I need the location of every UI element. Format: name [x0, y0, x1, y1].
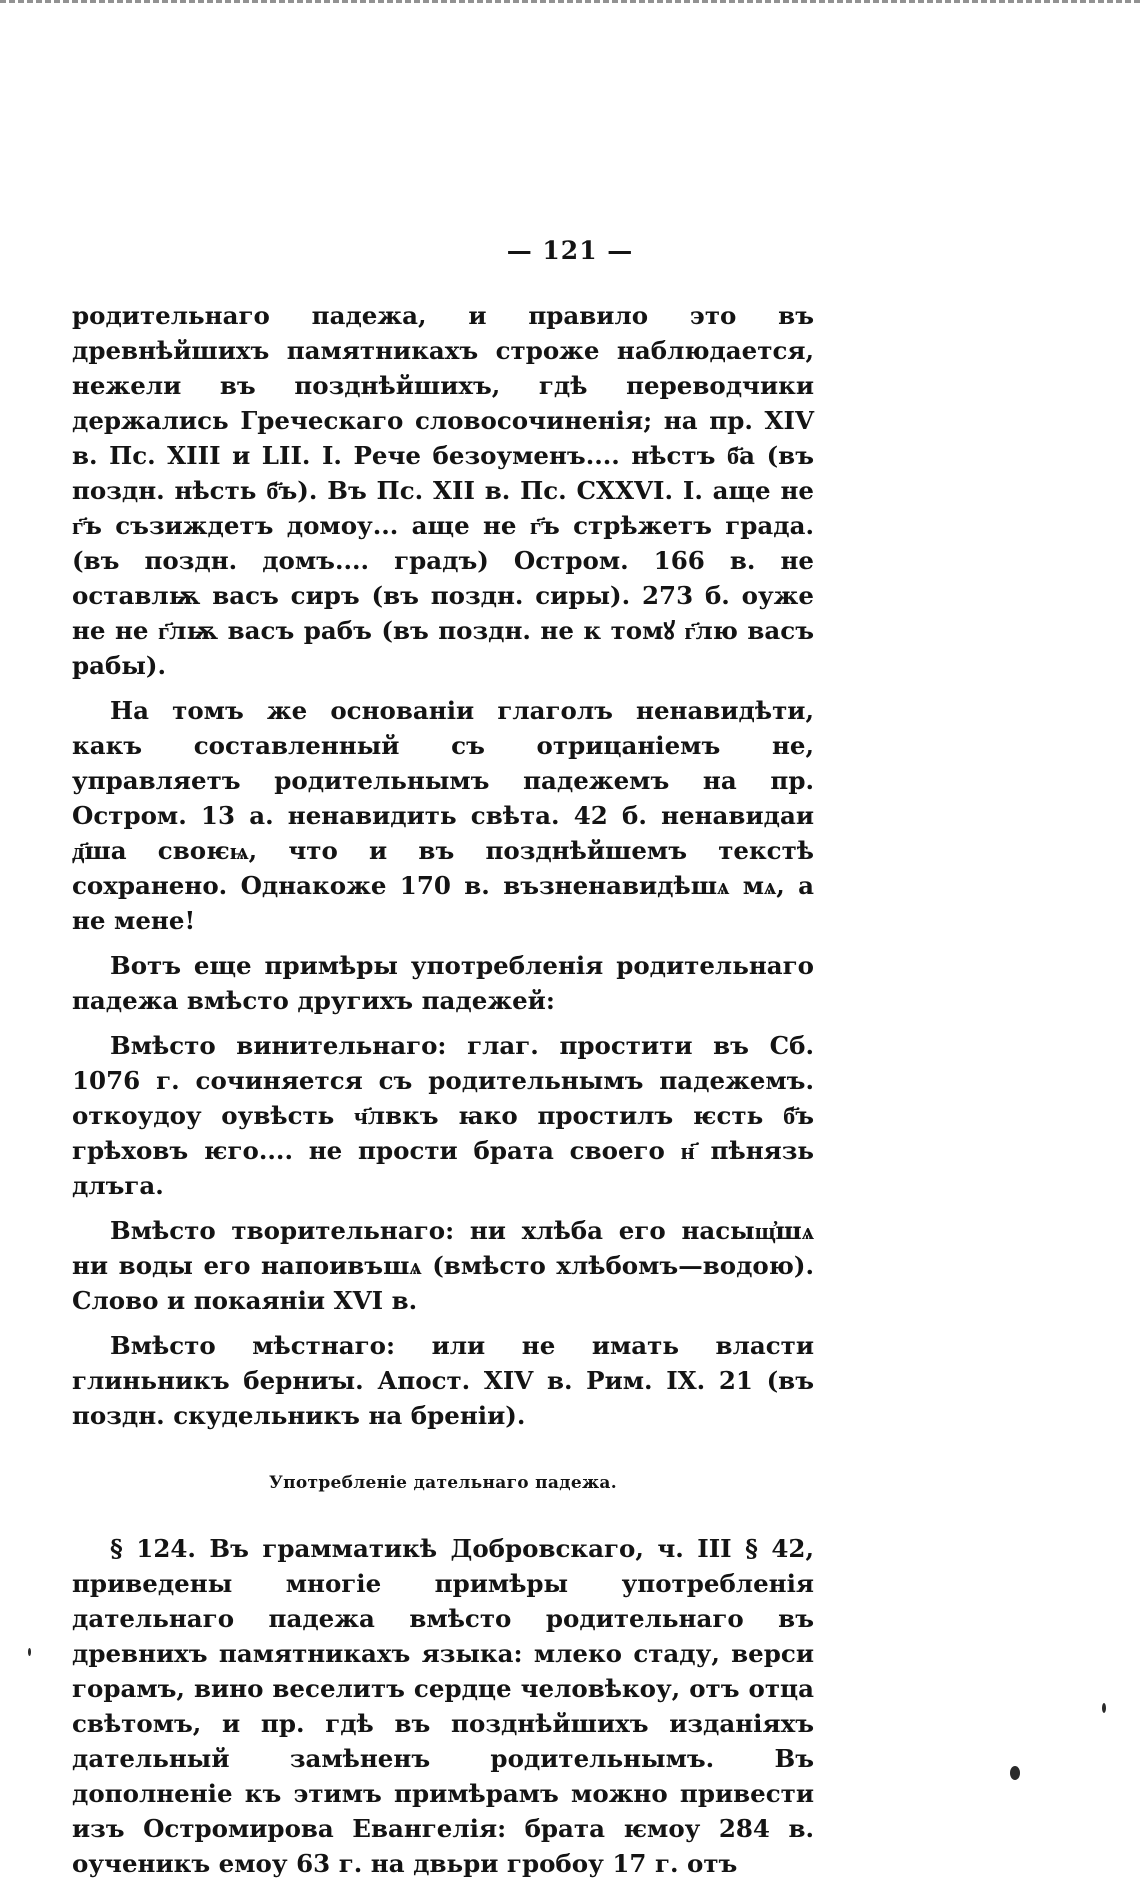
scan-top-edge — [0, 0, 1140, 19]
page-number: — 121 — — [506, 236, 634, 265]
section-paragraph: § 124. Въ грамматикѣ Добровскаго, ч. III § 42, приведены многіе примѣры употребленія дательнаго падежа вмѣсто родительнаго въ древнихъ памятникахъ языка: млеко стаду, верси горамъ, вино веселитъ сердце человѣкоу, отъ отца свѣтомъ, и пр. гдѣ въ позднѣйшихъ изданіяхъ дательный замѣненъ родительнымъ. Въ дополненіе къ этимъ примѣрамъ можно привести изъ Остромирова Евангелія: брата ѥмоу 284 в. оученикъ емоу 63 г. на двьри гробоу 17 г. отъ — [72, 1534, 814, 1878]
scan-speck — [28, 1648, 31, 1656]
scan-speck — [1102, 1703, 1106, 1713]
scan-speck — [1010, 1766, 1020, 1780]
paragraph: родительнаго падежа, и правило это въ древнѣйшихъ памятникахъ строже наблюдается, нежели въ позднѣйшихъ, гдѣ переводчики держались Греческаго словосочиненія; на пр. XIV в. Пс. XIII и LII. I. Рече безоуменъ.... нѣстъ б҃а (въ поздн. нѣсть б҃ъ). Въ Пс. XII в. Пс. CXXVI. I. аще не г҃ъ съзиждетъ домоу... аще не г҃ъ стрѣжетъ града. (въ поздн. домъ.... градъ) Остром. 166 в. не оставлѭ васъ сиръ (въ поздн. сиры). 273 б. оуже не не г҃лѭ васъ рабъ (въ поздн. не к томꙋ г҃лю васъ рабы). — [72, 301, 814, 680]
paragraph: Вмѣсто винительнаго: глаг. простити въ Сб. 1076 г. сочиняется съ родительнымъ падежемъ. откоудоу оувѣсть ч҃лвкъ ꙗко простилъ ѥсть б҃ъ грѣховъ ѥго.... не прости брата своего н҃ пѣнязь длъга. — [72, 1031, 814, 1200]
paragraph: На томъ же основаніи глаголъ ненавидѣти, какъ составленный съ отрицаніемъ не, управляетъ родительнымъ падежемъ на пр. Остром. 13 а. ненавидить свѣта. 42 б. ненавидаи д҃ша своѥѩ, что и въ позднѣйшемъ текстѣ сохранено. Однакоже 170 в. възненавидѣшѧ мѧ, а не мене! — [72, 696, 814, 935]
paragraph: Вотъ еще примѣры употребленія родительнаго падежа вмѣсто другихъ падежей: — [72, 951, 814, 1015]
body-text — [72, 298, 814, 1891]
paragraph: Вмѣсто творительнаго: ни хлѣба его насыщ҆шѧ ни воды его напоивъшѧ (вмѣсто хлѣбомъ—водою). Слово и покаяніи XVI в. — [72, 1216, 814, 1315]
paragraph: Вмѣсто мѣстнаго: или не имать власти глиньникъ берниꙑ. Апост. XIV в. Рим. IX. 21 (въ поздн. скудельникъ на бреніи). — [72, 1331, 814, 1430]
section-heading: Употребленіе дательнаго падежа. — [269, 1473, 617, 1493]
